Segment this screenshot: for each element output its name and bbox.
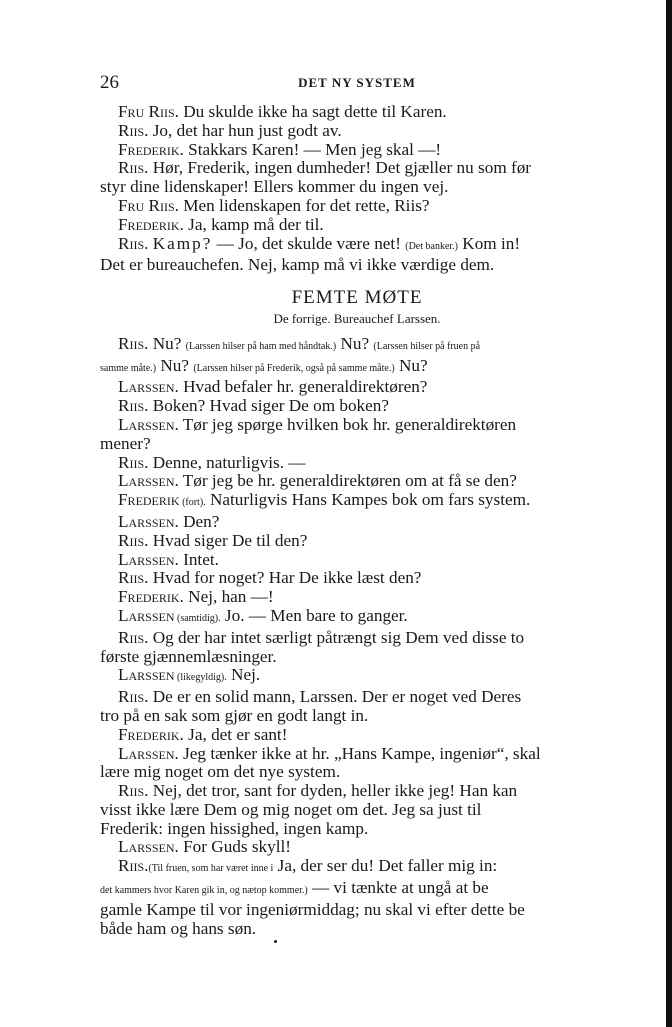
text-line (100, 235, 614, 257)
text-line (100, 666, 614, 688)
speaker-name: Larssen. (118, 549, 179, 569)
text-line (100, 782, 614, 801)
speaker-name: Riis. (118, 530, 149, 550)
line-text: Hvad befaler hr. generaldirektøren? (178, 377, 428, 397)
line-text: Frederik: ingen hissighed, ingen kamp. (100, 818, 369, 838)
speaker-name: Larssen. (118, 743, 179, 763)
line-text: mener? (100, 433, 151, 453)
text-line (100, 454, 614, 473)
stage-direction: (Det banker.) (405, 240, 458, 252)
text-line (100, 763, 614, 782)
stage-direction: samme måte.) (100, 362, 157, 374)
line-text: Ja, det er sant! (183, 724, 288, 744)
text-line (100, 416, 614, 435)
speaker-name: Riis. (118, 627, 149, 647)
text-line (100, 472, 614, 491)
text-line (100, 256, 614, 275)
speaker-name: Riis. (118, 568, 149, 588)
text-line (100, 159, 614, 178)
printed-dot-mark (274, 940, 277, 943)
text-line (100, 378, 614, 397)
text-line (100, 745, 614, 764)
text-line (100, 838, 614, 857)
line-text: tro på en sak som gjør en godt langt in. (100, 705, 369, 725)
text-line (100, 216, 614, 235)
text-line (100, 103, 614, 122)
line-text: gamle Kampe til vor ingeniørmiddag; nu skal vi efter dette be (100, 899, 525, 919)
line-text: styr dine lidenskaper! Ellers kommer du ingen vej. (100, 177, 449, 197)
speaker-name: Frederik. (118, 214, 184, 234)
text-line (100, 879, 614, 901)
page-header (100, 72, 614, 98)
text-line (100, 178, 614, 197)
line-text: — vi tænkte at ungå at be (307, 878, 489, 898)
speaker-name: Riis. (118, 233, 149, 253)
dialogue-block-after (100, 335, 614, 939)
scene-heading: FEMTE MØTE (291, 287, 423, 309)
text-line (100, 629, 614, 648)
speaker-name: Frederik. (118, 139, 184, 159)
speaker-name: Riis. (118, 452, 149, 472)
text-line (100, 707, 614, 726)
line-text: Ja, der ser du! Det faller mig in: (273, 856, 498, 876)
line-text: Det er bureauchefen. Nej, kamp må vi ikke værdige dem. (100, 255, 495, 275)
stage-direction: (samtidig). (174, 612, 221, 624)
line-text: For Guds skyll! (178, 837, 292, 857)
line-text: Stakkars Karen! — Men jeg skal —! (183, 139, 442, 159)
text-line (100, 820, 614, 839)
text-line (100, 801, 614, 820)
line-text: Nej, han —! (183, 587, 274, 607)
stage-direction: (fort). (179, 497, 206, 509)
speaker-name: Frederik (118, 490, 180, 510)
line-text: Naturligvis Hans Kampes bok om fars system. (205, 490, 531, 510)
line-text: Og der har intet særligt påtrængt sig Dem ved disse to (148, 627, 525, 647)
line-text: Hvad for noget? Har De ikke læst den? (148, 568, 422, 588)
line-text: Jo. — Men bare to ganger. (220, 605, 408, 625)
text-line (100, 491, 614, 513)
line-text: Tør jeg spørge hvilken bok hr. generaldirektøren (178, 414, 517, 434)
speaker-name: Riis. (118, 333, 149, 353)
dialogue-block-before (100, 103, 614, 275)
speaker-name: Riis. (118, 781, 149, 801)
text-line (100, 857, 614, 879)
speaker-name: Larssen. (118, 377, 179, 397)
line-text: Nu? (148, 333, 186, 353)
line-text: Nu? (394, 355, 428, 375)
speaker-name: Larssen. (118, 837, 179, 857)
line-text: Kom in! (458, 233, 521, 253)
text-line (100, 901, 614, 920)
stage-direction: det kammers hvor Karen gik in, og nætop kommer.) (100, 885, 308, 897)
page-body (100, 103, 614, 938)
text-line (100, 335, 614, 357)
line-text: Tør jeg be hr. generaldirektøren om at få se den? (178, 471, 517, 491)
line-text: Boken? Hvad siger De om boken? (148, 396, 389, 416)
line-text: Nu? (156, 355, 194, 375)
text-line (100, 688, 614, 707)
line-text: Nu? (336, 333, 374, 353)
line-text: Den? (178, 511, 220, 531)
stage-direction: (Larssen hilser på ham med håndtak.) (185, 340, 337, 352)
page-number: 26 (100, 72, 119, 93)
text-line (100, 435, 614, 454)
speaker-name: Larssen. (118, 471, 179, 491)
text-line (100, 726, 614, 745)
speaker-name: Riis. (118, 856, 149, 876)
text-line (100, 141, 614, 160)
text-line (100, 357, 614, 379)
line-text: Nej. (226, 665, 261, 685)
speaker-name: Riis. (118, 687, 149, 707)
text-line (100, 122, 614, 141)
scene-cast: De forrige. Bureauchef Larssen. (273, 310, 441, 326)
speaker-name: Fru Riis. (118, 195, 179, 215)
text-line (100, 648, 614, 667)
page-edge-shadow (666, 0, 672, 1027)
text-line (100, 197, 614, 216)
text-line (100, 397, 614, 416)
speaker-name: Larssen. (118, 511, 179, 531)
line-text: Jeg tænker ikke at hr. „Hans Kampe, ingeniør“, skal (178, 743, 541, 763)
emphasized-word: Kamp? (152, 233, 213, 253)
text-line (100, 569, 614, 588)
speaker-name: Larssen. (118, 414, 179, 434)
text-line (100, 532, 614, 551)
speaker-name: Frederik. (118, 724, 184, 744)
speaker-name: Frederik. (118, 587, 184, 607)
line-text: visst ikke lære Dem og mig noget om det. Jeg sa just til (100, 799, 482, 819)
line-text: Hør, Frederik, ingen dumheder! Det gjæller nu som før (148, 158, 532, 178)
speaker-name: Larssen (118, 605, 175, 625)
stage-direction: (likegyldig). (174, 672, 227, 684)
stage-direction: (Til fruen, som har været inne i (148, 863, 274, 875)
text-line (100, 607, 614, 629)
speaker-name: Riis. (118, 396, 149, 416)
line-text: Jo, det har hun just godt av. (148, 120, 342, 140)
text-line (100, 513, 614, 532)
speaker-name: Larssen (118, 665, 175, 685)
speaker-name: Fru Riis. (118, 102, 179, 121)
stage-direction: (Larssen hilser på Frederik, også på samme måte.) (193, 362, 395, 374)
line-text: Hvad siger De til den? (148, 530, 308, 550)
line-text: Du skulde ikke ha sagt dette til Karen. (178, 102, 447, 121)
text-line (100, 588, 614, 607)
speaker-name: Riis. (118, 158, 149, 178)
line-text: Nej, det tror, sant for dyden, heller ikke jeg! Han kan (148, 781, 518, 801)
line-text: lære mig noget om det nye system. (100, 762, 341, 782)
line-text: både ham og hans søn. (100, 918, 257, 938)
running-title: DET NY SYSTEM (298, 75, 416, 90)
speaker-name: Riis. (118, 120, 149, 140)
line-text: Ja, kamp må der til. (183, 214, 324, 234)
line-text: Denne, naturligvis. — (148, 452, 306, 472)
line-text: første gjænnemlæsninger. (100, 646, 277, 666)
text-line (100, 920, 614, 939)
stage-direction: (Larssen hilser på fruen på (373, 340, 481, 352)
line-text: Men lidenskapen for det rette, Riis? (178, 195, 430, 215)
line-text: Intet. (178, 549, 219, 569)
text-line (100, 551, 614, 570)
line-text: De er en solid mann, Larssen. Der er noget ved Deres (148, 687, 522, 707)
line-text: — Jo, det skulde være net! (212, 233, 406, 253)
